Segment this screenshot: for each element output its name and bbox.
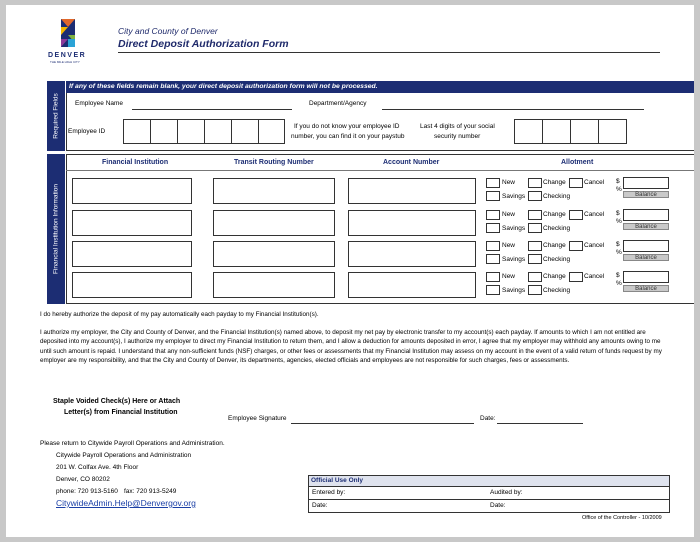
new-label: New xyxy=(502,242,516,249)
signature-date-line[interactable] xyxy=(497,423,583,424)
return-email-link[interactable]: CitywideAdmin.Help@Denvergov.org xyxy=(56,498,196,508)
allotment-amount-input[interactable] xyxy=(623,240,669,252)
denver-logo-icon xyxy=(47,17,91,51)
change-checkbox[interactable] xyxy=(528,178,542,188)
col-header-institution: Financial Institution xyxy=(102,159,169,166)
new-label: New xyxy=(502,273,516,280)
savings-checkbox[interactable] xyxy=(486,223,500,233)
allotment-amount-input[interactable] xyxy=(623,177,669,189)
checking-checkbox[interactable] xyxy=(528,191,542,201)
institution-input[interactable] xyxy=(72,210,192,236)
signature-date-label: Date: xyxy=(480,415,496,422)
balance-option[interactable]: Balance xyxy=(623,191,669,198)
checking-label: Checking xyxy=(543,256,571,263)
form-title: Direct Deposit Authorization Form xyxy=(118,38,289,50)
employee-id-digit[interactable] xyxy=(204,119,232,144)
employee-id-digit[interactable] xyxy=(258,119,285,144)
ssn-hint-2: security number xyxy=(434,133,481,140)
savings-label: Savings xyxy=(502,287,526,294)
new-checkbox[interactable] xyxy=(486,272,500,282)
department-field[interactable] xyxy=(382,109,644,110)
form-page xyxy=(6,5,694,537)
balance-option[interactable]: Balance xyxy=(623,254,669,261)
savings-label: Savings xyxy=(502,225,526,232)
official-use-box xyxy=(308,475,670,513)
cancel-label: Cancel xyxy=(584,242,605,249)
employee-id-label: Employee ID xyxy=(68,128,106,135)
savings-checkbox[interactable] xyxy=(486,191,500,201)
savings-checkbox[interactable] xyxy=(486,285,500,295)
required-side-label-bar xyxy=(47,81,65,151)
change-checkbox[interactable] xyxy=(528,210,542,220)
change-label: Change xyxy=(543,179,566,186)
new-label: New xyxy=(502,211,516,218)
ssn-last4-field[interactable] xyxy=(514,119,627,144)
cancel-checkbox[interactable] xyxy=(569,178,583,188)
percent-symbol: % xyxy=(616,218,622,225)
financial-side-label-bar xyxy=(47,154,65,304)
staple-instruction-2: Letter(s) from Financial Institution xyxy=(64,409,178,416)
new-label: New xyxy=(502,179,516,186)
cancel-label: Cancel xyxy=(584,273,605,280)
checking-label: Checking xyxy=(543,287,571,294)
cancel-label: Cancel xyxy=(584,179,605,186)
logo-text: DENVER xyxy=(48,52,87,59)
checking-label: Checking xyxy=(543,193,571,200)
balance-option[interactable]: Balance xyxy=(623,223,669,230)
col-header-allotment: Allotment xyxy=(561,159,594,166)
routing-number-input[interactable] xyxy=(213,178,335,204)
entered-by-label: Entered by: xyxy=(312,489,346,496)
dollar-symbol: $ xyxy=(616,272,620,279)
return-line-1: Citywide Payroll Operations and Administration xyxy=(56,452,192,459)
authorization-line: I do hereby authorize the deposit of my pay automatically each payday to my Financial Institution(s). xyxy=(40,311,319,318)
required-banner xyxy=(66,81,694,93)
return-intro: Please return to Citywide Payroll Operations and Administration. xyxy=(40,440,225,447)
checking-checkbox[interactable] xyxy=(528,285,542,295)
dollar-symbol: $ xyxy=(616,210,620,217)
official-mid-rule xyxy=(309,499,669,500)
routing-number-input[interactable] xyxy=(213,241,335,267)
financial-side-label: Financial Institution Information xyxy=(52,184,60,274)
official-use-header xyxy=(309,476,669,487)
institution-input[interactable] xyxy=(72,241,192,267)
new-checkbox[interactable] xyxy=(486,241,500,251)
cancel-checkbox[interactable] xyxy=(569,272,583,282)
ssn-digit[interactable] xyxy=(598,119,627,144)
change-checkbox[interactable] xyxy=(528,272,542,282)
checking-checkbox[interactable] xyxy=(528,223,542,233)
percent-symbol: % xyxy=(616,186,622,193)
return-fax: fax: 720 913-5249 xyxy=(124,488,177,495)
institution-input[interactable] xyxy=(72,178,192,204)
col-header-routing: Transit Routing Number xyxy=(234,159,314,166)
change-label: Change xyxy=(543,273,566,280)
financial-header-rule xyxy=(66,170,694,171)
authorization-paragraph: I authorize my employer, the City and County of Denver, and the Financial Institution(s) named above, to deposit my net pay by electronic transfer to my account(s) each payday. If amounts to which I am not entitled are deposited into my account(s), I authorize my employer to direct my Financial Institution to return them, and I allow a deduction for amounts deposited in error, I agree that my employer may withhold any amounts owing to me until such amount is repaid. I understand that any non-sufficient funds (NSF) charges, or other fees or assessments that my Financial Institution may assess on my account in the event of a valid return of funds request by my employer are my responsibility, and that the City and County of Denver, its departments, agencies, elected officials and employees are not responsible for such charges, fees or assessments. xyxy=(40,329,662,365)
return-line-3: Denver, CO 80202 xyxy=(56,476,110,483)
account-number-input[interactable] xyxy=(348,241,476,267)
savings-label: Savings xyxy=(502,193,526,200)
denver-logo xyxy=(47,17,91,69)
balance-option[interactable]: Balance xyxy=(623,285,669,292)
routing-number-input[interactable] xyxy=(213,210,335,236)
allotment-amount-input[interactable] xyxy=(623,271,669,283)
dollar-symbol: $ xyxy=(616,178,620,185)
org-name: City and County of Denver xyxy=(118,26,218,36)
cancel-checkbox[interactable] xyxy=(569,241,583,251)
required-banner-text: If any of these fields remain blank, your direct deposit authorization form will not be processed. xyxy=(69,83,378,90)
institution-input[interactable] xyxy=(72,272,192,298)
savings-checkbox[interactable] xyxy=(486,254,500,264)
routing-number-input[interactable] xyxy=(213,272,335,298)
employee-id-digit[interactable] xyxy=(123,119,151,144)
cancel-checkbox[interactable] xyxy=(569,210,583,220)
allotment-amount-input[interactable] xyxy=(623,209,669,221)
percent-symbol: % xyxy=(616,280,622,287)
employee-id-field[interactable] xyxy=(123,119,285,144)
account-number-input[interactable] xyxy=(348,272,476,298)
savings-label: Savings xyxy=(502,256,526,263)
audited-by-label: Audited by: xyxy=(490,489,523,496)
employee-id-hint-2: number, you can find it on your paystub xyxy=(291,133,405,140)
ssn-hint-1: Last 4 digits of your social xyxy=(420,123,495,130)
checking-checkbox[interactable] xyxy=(528,254,542,264)
change-label: Change xyxy=(543,242,566,249)
employee-id-digit[interactable] xyxy=(231,119,259,144)
employee-name-label: Employee Name xyxy=(75,100,124,107)
cancel-label: Cancel xyxy=(584,211,605,218)
employee-id-digit[interactable] xyxy=(177,119,205,144)
ssn-digit[interactable] xyxy=(570,119,599,144)
official-use-title: Official Use Only xyxy=(311,477,364,484)
account-number-input[interactable] xyxy=(348,178,476,204)
employee-name-field[interactable] xyxy=(132,109,292,110)
staple-instruction-1: Staple Voided Check(s) Here or Attach xyxy=(53,398,181,405)
return-line-2: 201 W. Colfax Ave. 4th Floor xyxy=(56,464,139,471)
logo-tagline: THE MILE HIGH CITY xyxy=(50,60,80,64)
official-date-label-2: Date: xyxy=(490,502,506,509)
change-checkbox[interactable] xyxy=(528,241,542,251)
col-header-account: Account Number xyxy=(383,159,440,166)
employee-signature-line[interactable] xyxy=(291,423,474,424)
ssn-digit[interactable] xyxy=(514,119,543,144)
account-number-input[interactable] xyxy=(348,210,476,236)
footer-note: Office of the Controller - 10/2009 xyxy=(582,515,662,521)
header-rule xyxy=(118,52,660,53)
change-label: Change xyxy=(543,211,566,218)
department-label: Department/Agency xyxy=(309,100,367,107)
employee-id-hint-1: If you do not know your employee ID xyxy=(294,123,400,130)
ssn-digit[interactable] xyxy=(542,119,571,144)
required-side-label: Required Fields xyxy=(52,93,60,139)
percent-symbol: % xyxy=(616,249,622,256)
dollar-symbol: $ xyxy=(616,241,620,248)
return-phone: phone: 720 913-5160 xyxy=(56,488,118,495)
official-date-label-1: Date: xyxy=(312,502,328,509)
checking-label: Checking xyxy=(543,225,571,232)
new-checkbox[interactable] xyxy=(486,178,500,188)
employee-id-digit[interactable] xyxy=(150,119,178,144)
employee-signature-label: Employee Signature xyxy=(228,415,287,422)
new-checkbox[interactable] xyxy=(486,210,500,220)
